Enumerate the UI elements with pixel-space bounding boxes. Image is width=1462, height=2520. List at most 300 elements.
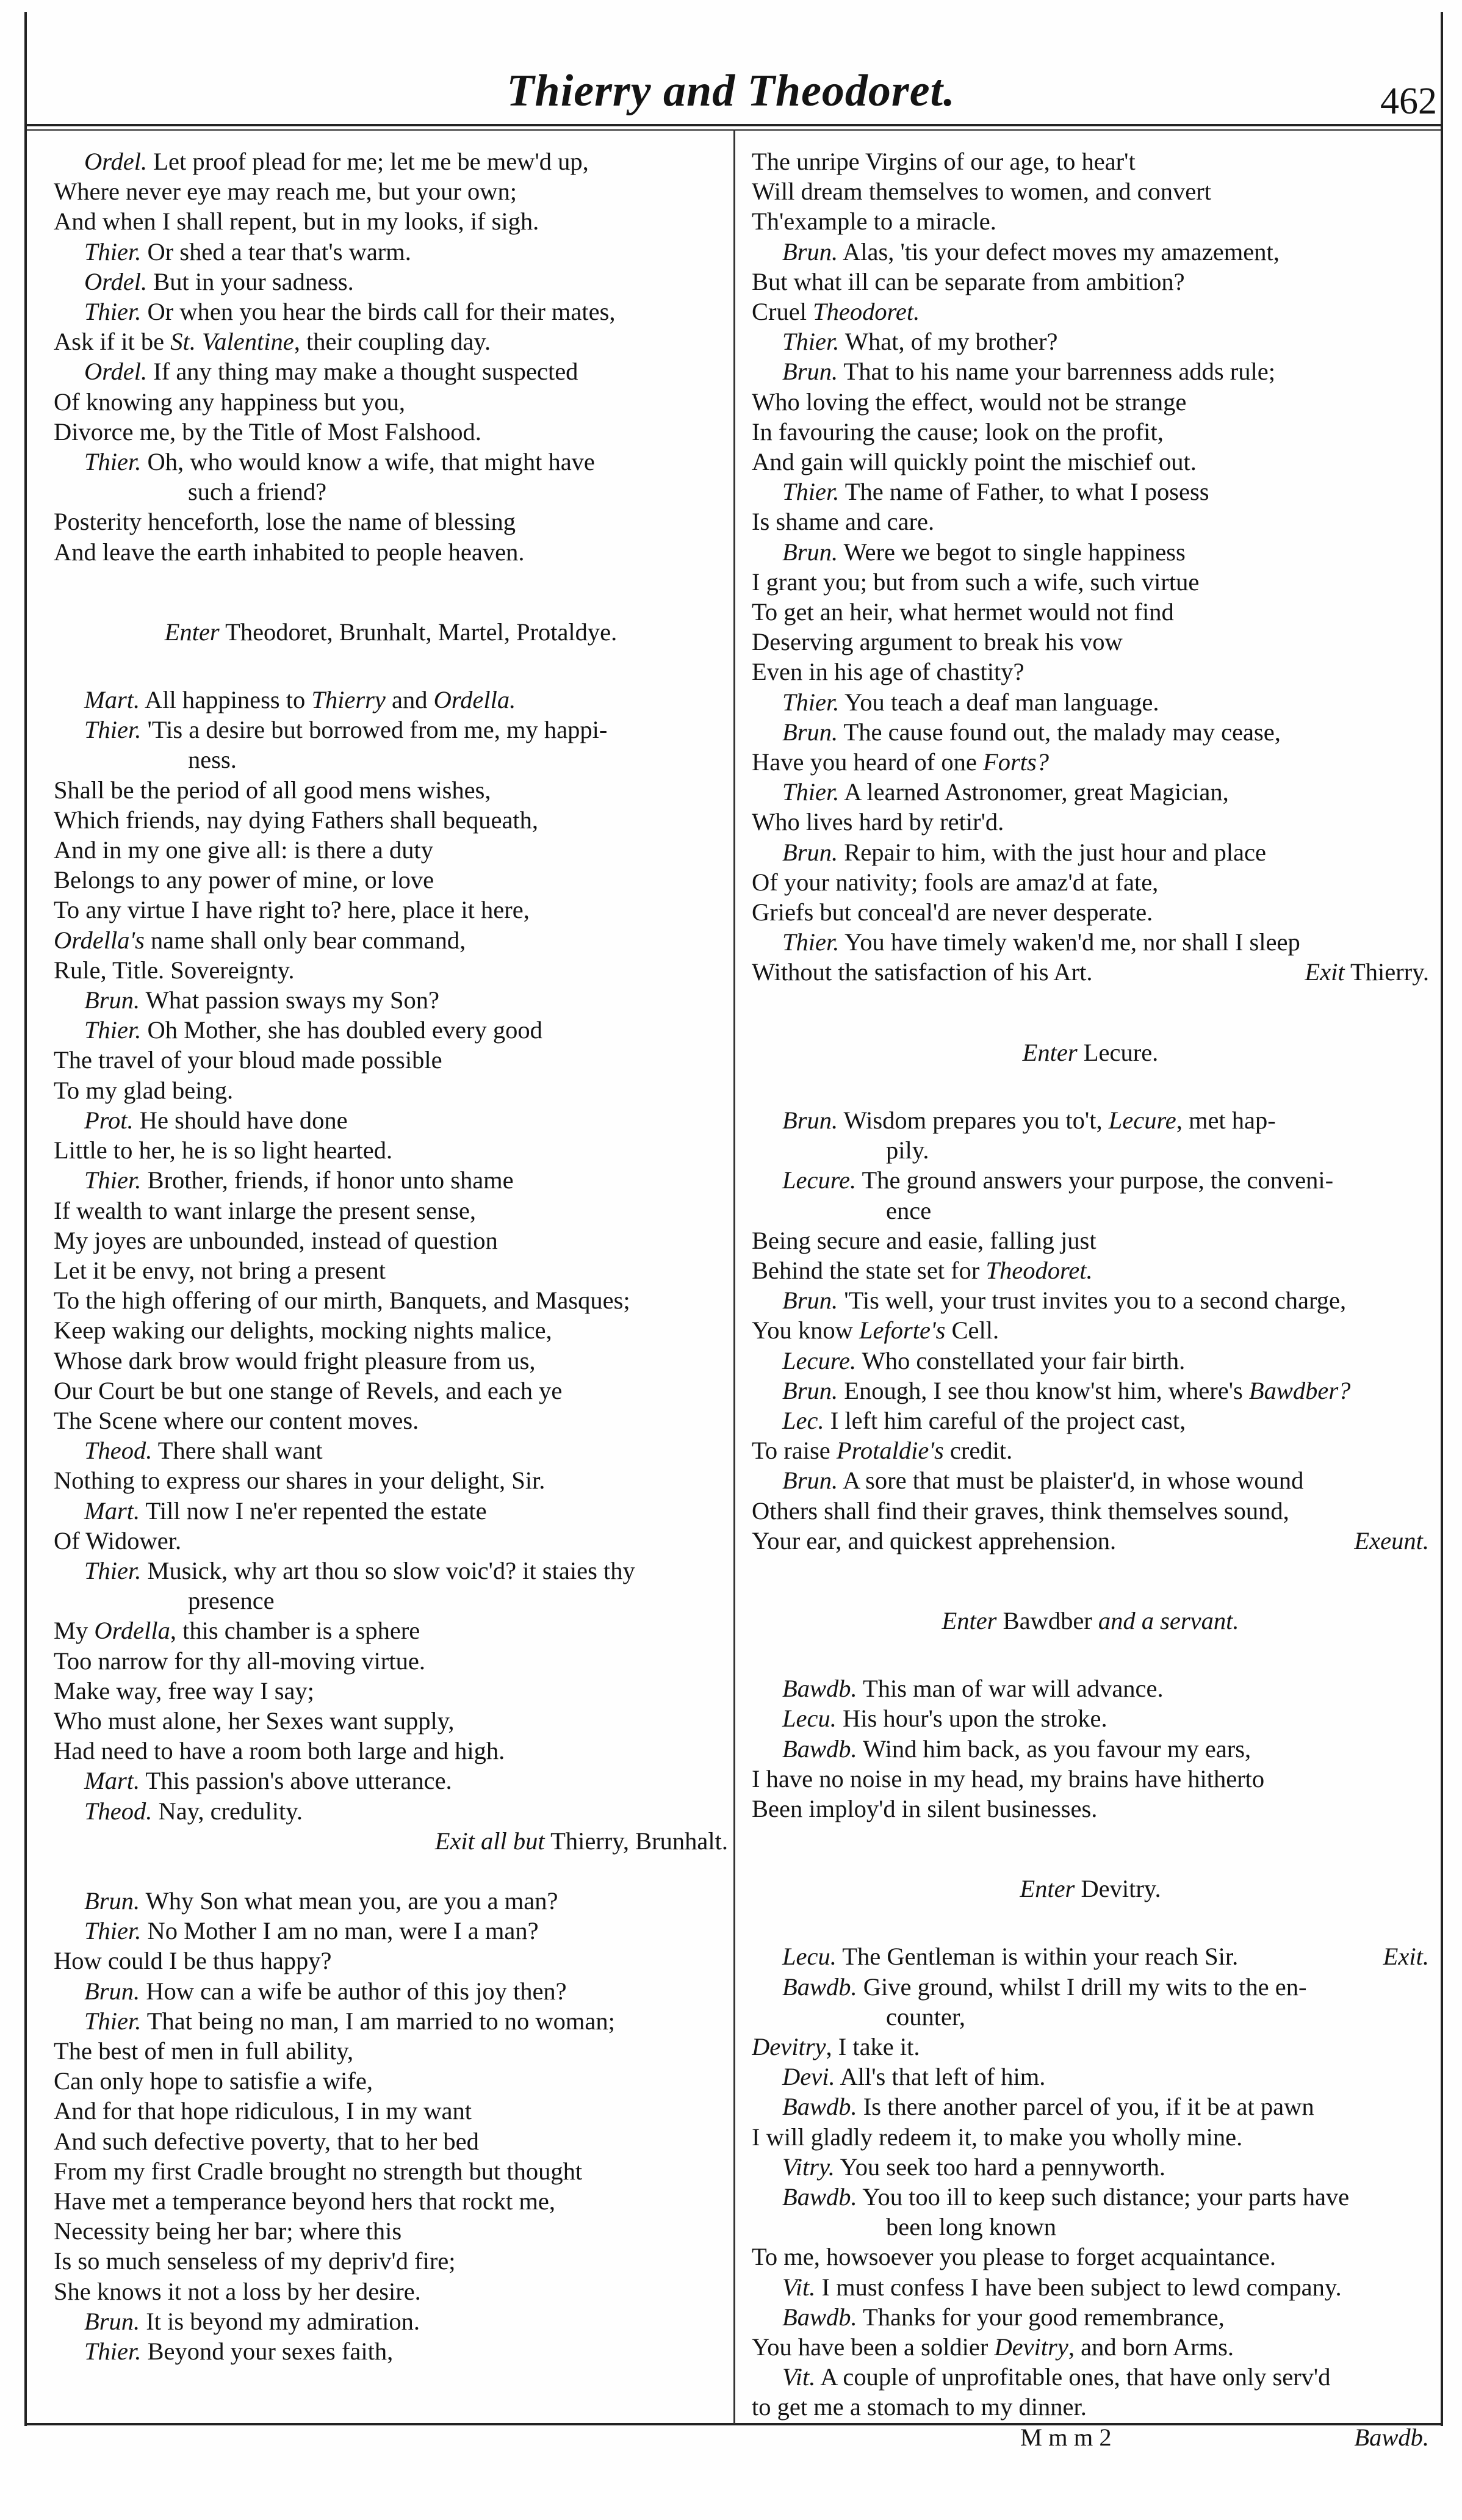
line-content: Who lives hard by retir'd. xyxy=(752,808,1004,836)
line-content: Too narrow for thy all-moving virtue. xyxy=(54,1647,426,1675)
verse-line xyxy=(54,2126,728,2156)
line-content: Deserving argument to break his vow xyxy=(752,628,1123,656)
line-content: been long known xyxy=(886,2213,1056,2241)
line-text xyxy=(752,1227,1096,1254)
line-text xyxy=(752,748,1049,776)
line-text xyxy=(782,1347,1185,1374)
line-content: Of your nativity; fools are amaz'd at fate, xyxy=(752,868,1159,896)
speech-line xyxy=(752,1346,1429,1376)
stage-direction xyxy=(752,1606,1429,1636)
exit-direction xyxy=(1383,1941,1429,1971)
verse-line xyxy=(54,2246,728,2276)
line-text xyxy=(782,839,1266,866)
stage-names: Devitry. xyxy=(1075,1875,1161,1903)
page-frame-right xyxy=(1441,12,1443,2426)
line-content: Who loving the effect, would not be strange xyxy=(752,388,1187,416)
verse-line xyxy=(54,507,728,536)
line-text xyxy=(752,2033,920,2060)
speaker-name: Brun. xyxy=(782,237,838,265)
verse-line xyxy=(752,597,1429,627)
line-content: The ground answers your purpose, the conveni- xyxy=(856,1166,1334,1194)
line-content: What passion sways my Son? xyxy=(140,986,439,1014)
verse-line xyxy=(54,1075,728,1105)
line-content: The Scene where our content moves. xyxy=(54,1406,419,1434)
speech-line xyxy=(54,715,728,745)
line-text xyxy=(752,388,1186,416)
speech-line xyxy=(752,1465,1429,1495)
line-text xyxy=(752,808,1004,836)
speech-line xyxy=(54,1886,728,1916)
speech-line xyxy=(752,2272,1429,2302)
line-text xyxy=(84,716,607,743)
speech-line xyxy=(752,2152,1429,2182)
verse-line xyxy=(752,1255,1429,1285)
line-content: Let it be envy, not bring a present xyxy=(54,1256,386,1284)
line-content: Ask if it be xyxy=(54,328,171,356)
line-text xyxy=(782,688,1159,716)
speaker-name: Brun. xyxy=(84,986,140,1014)
line-text xyxy=(782,718,1281,746)
line-text xyxy=(752,508,934,535)
line-content: , I take it. xyxy=(826,2032,920,2060)
speaker-name: Bawdb. xyxy=(782,1973,857,2001)
line-text xyxy=(54,508,516,535)
stage-direction xyxy=(752,1038,1429,1067)
verse-line xyxy=(54,2216,728,2246)
speaker-name: Thier. xyxy=(84,298,142,326)
verse-line xyxy=(752,627,1429,657)
verse-line xyxy=(752,1496,1429,1526)
line-content: Who constellated your fair birth. xyxy=(856,1346,1186,1374)
speaker-name: Bawdb. xyxy=(782,2303,857,2331)
verse-line xyxy=(54,1676,728,1706)
line-text xyxy=(84,148,589,175)
speaker-name: Thier. xyxy=(84,1556,142,1584)
speaker-name: Thier. xyxy=(84,716,142,744)
line-text xyxy=(886,1197,931,1224)
line-content: He should have done xyxy=(133,1106,348,1134)
line-text xyxy=(752,178,1211,205)
line-content: I will gladly redeem it, to make you wholly mine. xyxy=(752,2123,1243,2151)
line-content: Divorce me, by the Title of Most Falshood. xyxy=(54,417,481,446)
line-content: counter, xyxy=(886,2002,965,2031)
line-text xyxy=(84,986,439,1014)
line-text xyxy=(84,1016,542,1044)
verse-line xyxy=(752,297,1429,327)
line-content: Of Widower. xyxy=(54,1526,182,1554)
line-content: You too ill to keep such distance; your parts have xyxy=(857,2182,1350,2211)
line-text xyxy=(84,298,616,325)
line-text xyxy=(54,418,481,446)
line-content: Had need to have a room both large and high. xyxy=(54,1737,505,1765)
line-content: ence xyxy=(886,1196,932,1224)
line-content: I grant you; but from such a wife, such virtue xyxy=(752,568,1200,596)
line-content: credit. xyxy=(943,1437,1013,1465)
line-content: Till now I ne'er repented the estate xyxy=(140,1496,487,1525)
verse-line xyxy=(54,387,728,417)
speech-line xyxy=(54,2306,728,2336)
speaker-name: Thier. xyxy=(782,478,840,506)
speech-line xyxy=(54,1976,728,2006)
speaker-name: Brun. xyxy=(782,1106,838,1134)
line-text xyxy=(84,1977,567,2005)
italic-name: Protaldie's xyxy=(836,1437,944,1465)
verse-line xyxy=(752,657,1429,687)
line-text xyxy=(84,238,411,265)
line-content: Who must alone, her Sexes want supply, xyxy=(54,1706,455,1735)
line-content: To raise xyxy=(752,1437,837,1465)
line-text xyxy=(54,2187,555,2215)
stage-keyword: Enter xyxy=(1020,1875,1075,1903)
line-content: Brother, friends, if honor unto shame xyxy=(141,1166,514,1194)
line-text xyxy=(782,1107,1276,1134)
speaker-name: Thier. xyxy=(84,237,142,265)
speech-line xyxy=(54,2336,728,2366)
line-content: My xyxy=(54,1617,95,1645)
speech-line xyxy=(54,267,728,297)
line-text xyxy=(188,746,237,773)
line-content: 'Tis a desire but borrowed from me, my happi- xyxy=(141,716,608,744)
speech-line xyxy=(752,1105,1429,1135)
stage-direction xyxy=(54,617,728,647)
speech-line xyxy=(752,717,1429,747)
line-content: Will dream themselves to women, and convert xyxy=(752,178,1212,206)
line-text xyxy=(782,2303,1225,2331)
line-content: And for that hope ridiculous, I in my want xyxy=(54,2097,472,2125)
line-text xyxy=(54,2067,373,2095)
line-content: Have met a temperance beyond hers that rockt me, xyxy=(54,2187,556,2215)
line-content: Th'example to a miracle. xyxy=(752,208,996,236)
line-text xyxy=(752,1526,1116,1556)
line-text xyxy=(752,1497,1289,1525)
speech-line xyxy=(752,327,1429,356)
speaker-name: Vit. xyxy=(782,2363,816,2391)
speaker-name: Bawdb. xyxy=(782,2093,857,2121)
speech-line xyxy=(54,1556,728,1586)
verse-line xyxy=(54,895,728,925)
line-content: And such defective poverty, that to her bed xyxy=(54,2127,479,2155)
speech-line xyxy=(752,477,1429,507)
speech-line xyxy=(752,927,1429,957)
line-text xyxy=(752,448,1197,475)
line-text xyxy=(54,1527,181,1554)
speech-line xyxy=(54,356,728,386)
verse-line xyxy=(752,447,1429,477)
line-text xyxy=(54,1707,455,1735)
line-text xyxy=(782,1467,1303,1494)
verse-line xyxy=(54,1586,728,1616)
running-title: Thierry and Theodoret. xyxy=(506,66,956,116)
catchword: Bawdb. xyxy=(1354,2423,1429,2451)
speech-line xyxy=(54,1105,728,1135)
line-content: Musick, why art thou so slow voic'd? it staies thy xyxy=(141,1556,635,1584)
speaker-name: Lecu. xyxy=(782,1943,837,1971)
line-text xyxy=(84,1797,303,1825)
speaker-name: Brun. xyxy=(782,718,838,746)
line-content: This passion's above utterance. xyxy=(140,1767,452,1795)
line-content: Our Court be but one stange of Revels, and each ye xyxy=(54,1376,563,1404)
line-text xyxy=(84,1497,487,1525)
line-content: Cruel xyxy=(752,298,813,326)
line-text xyxy=(752,2243,1276,2270)
line-content: Where never eye may reach me, but your own; xyxy=(54,178,517,206)
verse-line xyxy=(54,1526,728,1556)
line-text xyxy=(54,538,524,566)
italic-name: Devitry xyxy=(752,2032,826,2060)
speaker-name: Ordel. xyxy=(84,267,148,295)
line-content: Your ear, and quickest apprehension. xyxy=(752,1526,1117,1554)
line-content: Been imploy'd in silent businesses. xyxy=(752,1794,1098,1822)
verse-line xyxy=(752,176,1429,206)
verse-line xyxy=(54,417,728,447)
line-text xyxy=(188,1587,275,1614)
speaker-name: Lec. xyxy=(782,1406,824,1434)
line-content: All's that left of him. xyxy=(835,2063,1046,2091)
speaker-name: Theod. xyxy=(84,1437,153,1465)
line-text xyxy=(54,178,517,205)
verse-line xyxy=(54,1465,728,1495)
line-text xyxy=(782,1941,1238,1971)
verse-line xyxy=(54,1135,728,1165)
speaker-name: Thier. xyxy=(84,1166,142,1194)
line-content: All happiness to xyxy=(140,686,312,714)
speech-line xyxy=(752,1972,1429,2002)
signature-mark: M m m 2 xyxy=(1020,2423,1112,2451)
speech-line xyxy=(54,1165,728,1195)
line-text xyxy=(886,2003,965,2031)
line-text xyxy=(54,866,434,894)
verse-line xyxy=(54,1736,728,1766)
verse-line xyxy=(54,2066,728,2096)
line-text xyxy=(84,358,578,385)
stage-keyword: Exeunt. xyxy=(1354,1526,1429,1554)
verse-line xyxy=(752,747,1429,777)
verse-line xyxy=(752,507,1429,536)
verse-line xyxy=(752,2332,1429,2362)
stage-names: Bawdber xyxy=(996,1606,1098,1634)
line-text xyxy=(752,298,920,325)
line-content: And leave the earth inhabited to people heaven. xyxy=(54,538,525,566)
line-content: A couple of unprofitable ones, that have only serv'd xyxy=(815,2363,1331,2391)
speaker-name: Ordel. xyxy=(84,148,148,175)
line-text xyxy=(782,328,1057,355)
italic-name: Ordella's xyxy=(54,926,145,954)
line-content: Keep waking our delights, mocking nights malice, xyxy=(54,1316,552,1345)
line-content: presence xyxy=(188,1587,275,1615)
line-text xyxy=(54,208,539,235)
speaker-name: Thier. xyxy=(84,2338,142,2366)
line-content: Little to her, he is so light hearted. xyxy=(54,1136,393,1164)
line-text xyxy=(752,1437,1012,1464)
header-rule xyxy=(24,124,1443,126)
line-content: Is so much senseless of my depriv'd fire; xyxy=(54,2247,456,2275)
line-text xyxy=(84,1767,452,1794)
line-content: Oh Mother, she has doubled every good xyxy=(141,1016,542,1044)
speech-line xyxy=(752,1285,1429,1315)
speech-line xyxy=(752,537,1429,567)
stage-names: Thierry. xyxy=(1344,958,1429,986)
italic-name: Ordella. xyxy=(433,686,516,714)
speaker-name: Prot. xyxy=(84,1106,134,1134)
verse-line xyxy=(54,206,728,236)
verse-line xyxy=(54,1255,728,1285)
line-content: His hour's upon the stroke. xyxy=(836,1705,1107,1733)
speaker-name: Thier. xyxy=(782,688,840,716)
speech-line xyxy=(752,1673,1429,1703)
line-text xyxy=(84,1437,323,1464)
speaker-name: Brun. xyxy=(84,1886,140,1915)
line-content: Were we begot to single happiness xyxy=(838,538,1186,566)
speaker-name: Theod. xyxy=(84,1797,153,1825)
speaker-name: Brun. xyxy=(782,1376,838,1404)
line-text xyxy=(752,2333,1234,2361)
verse-line xyxy=(752,2122,1429,2152)
speaker-name: Thier. xyxy=(84,448,142,476)
line-text xyxy=(54,1316,552,1344)
line-content: But in your sadness. xyxy=(147,267,354,295)
line-content: and xyxy=(385,686,434,714)
line-text xyxy=(84,1107,348,1134)
speech-line xyxy=(54,1015,728,1045)
line-content: Cell. xyxy=(945,1316,999,1345)
line-text xyxy=(782,478,1209,505)
line-text xyxy=(54,1046,442,1074)
stage-keyword: Enter xyxy=(1022,1038,1078,1066)
line-content: Is shame and care. xyxy=(752,508,935,536)
line-content: Can only hope to satisfie a wife, xyxy=(54,2067,373,2095)
line-content: A sore that must be plaister'd, in whose wound xyxy=(838,1467,1304,1495)
line-content: Why Son what mean you, are you a man? xyxy=(140,1886,558,1915)
page-number: 462 xyxy=(1380,81,1437,122)
line-text xyxy=(752,658,1024,685)
stage-names: Theodoret, Brunhalt, Martel, Protaldye. xyxy=(219,618,618,646)
speech-line xyxy=(752,2182,1429,2212)
line-content: Or shed a tear that's warm. xyxy=(141,237,411,265)
verse-line xyxy=(54,1646,728,1676)
exit-direction xyxy=(1305,957,1429,987)
line-text xyxy=(782,358,1275,385)
line-content: There shall want xyxy=(152,1437,323,1465)
line-text xyxy=(782,2363,1330,2391)
speaker-name: Bawdb. xyxy=(782,1675,857,1703)
line-text xyxy=(752,208,996,235)
line-content: Enough, I see thou know'st him, where's xyxy=(838,1376,1249,1404)
speech-line xyxy=(752,1406,1429,1435)
italic-name: Thierry xyxy=(311,686,386,714)
line-text xyxy=(54,2247,456,2275)
line-text xyxy=(54,1257,386,1284)
speech-line xyxy=(752,2062,1429,2092)
line-text xyxy=(54,1737,505,1764)
verse-line xyxy=(752,1196,1429,1226)
verse-line xyxy=(752,2392,1429,2422)
line-text xyxy=(188,478,326,505)
italic-name: Bawdber? xyxy=(1248,1376,1351,1404)
verse-line xyxy=(752,1526,1429,1556)
speaker-name: Bawdb. xyxy=(782,1735,857,1763)
line-content: That to his name your barrenness adds rule; xyxy=(838,358,1275,386)
verse-line xyxy=(752,2212,1429,2242)
verse-line xyxy=(54,477,728,507)
line-content: The cause found out, the malady may cease, xyxy=(838,718,1281,746)
line-text xyxy=(782,1407,1186,1434)
verse-line xyxy=(752,267,1429,297)
verse-line xyxy=(54,1706,728,1736)
verse-line xyxy=(54,1045,728,1075)
line-text xyxy=(84,1557,635,1584)
line-text xyxy=(54,1407,419,1434)
line-text xyxy=(782,1735,1251,1763)
line-content: To get an heir, what hermet would not find xyxy=(752,598,1174,626)
line-text xyxy=(54,2128,479,2155)
stage-names: Lecure. xyxy=(1077,1038,1159,1066)
speech-line xyxy=(752,777,1429,807)
line-text xyxy=(752,418,1164,446)
verse-line xyxy=(752,1794,1429,1824)
speech-line xyxy=(752,1703,1429,1733)
verse-line xyxy=(752,2032,1429,2062)
speech-line xyxy=(54,2006,728,2036)
speaker-name: Brun. xyxy=(782,358,838,386)
line-content: pily. xyxy=(886,1136,929,1164)
line-text xyxy=(84,2007,615,2035)
speaker-name: Mart. xyxy=(84,686,140,714)
line-text xyxy=(782,238,1280,265)
line-text xyxy=(752,568,1199,596)
line-text xyxy=(782,2183,1349,2211)
line-content: And in my one give all: is there a duty xyxy=(54,836,433,864)
line-text xyxy=(54,2037,353,2065)
line-content: Have you heard of one xyxy=(752,748,983,776)
line-content: Even in his age of chastity? xyxy=(752,658,1024,686)
line-content: Thanks for your good remembrance, xyxy=(857,2303,1225,2331)
speaker-name: Vit. xyxy=(782,2273,816,2301)
line-content: Being secure and easie, falling just xyxy=(752,1226,1096,1254)
line-content: Repair to him, with the just hour and place xyxy=(838,838,1266,866)
speaker-name: Brun. xyxy=(782,1467,838,1495)
speech-line xyxy=(752,837,1429,867)
line-content: To my glad being. xyxy=(54,1076,234,1104)
verse-line xyxy=(54,1406,728,1435)
verse-line xyxy=(54,1315,728,1345)
stage-keyword: Exit. xyxy=(1383,1943,1429,1971)
line-content: such a friend? xyxy=(188,478,327,506)
speech-line xyxy=(752,2092,1429,2121)
line-text xyxy=(84,1166,514,1194)
verse-line xyxy=(54,537,728,567)
speech-line xyxy=(54,1916,728,1946)
verse-line xyxy=(54,1196,728,1226)
line-text xyxy=(782,2093,1314,2120)
line-content: Is there another parcel of you, if it be at pawn xyxy=(857,2093,1314,2121)
verse-line xyxy=(54,745,728,774)
line-content: Whose dark brow would fright pleasure from us, xyxy=(54,1346,536,1374)
line-text xyxy=(84,686,516,713)
italic-name: Forts? xyxy=(982,748,1049,776)
line-content: In favouring the cause; look on the profit, xyxy=(752,417,1164,446)
line-text xyxy=(54,896,530,923)
line-content: The travel of your bloud made possible xyxy=(54,1046,442,1074)
speech-line xyxy=(752,356,1429,386)
line-text xyxy=(54,1377,562,1404)
line-content: to get me a stomach to my dinner. xyxy=(752,2393,1087,2421)
line-text xyxy=(84,1917,539,1944)
speech-line xyxy=(752,1734,1429,1764)
line-text xyxy=(54,956,295,984)
italic-name: Theodoret. xyxy=(813,298,920,326)
page-footer xyxy=(752,2422,1429,2452)
line-text xyxy=(54,388,405,416)
